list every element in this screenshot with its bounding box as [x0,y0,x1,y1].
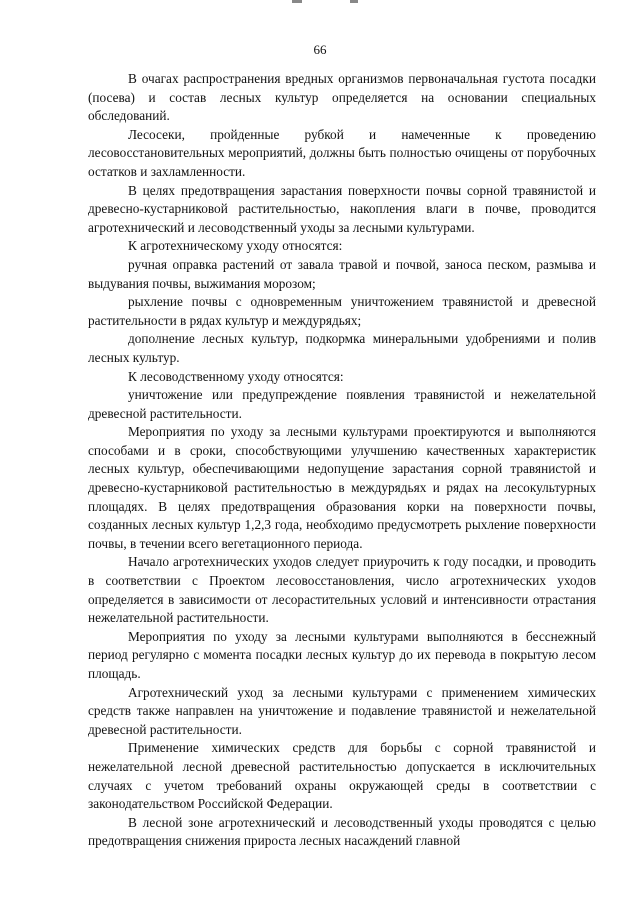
page-number: 66 [313,42,327,57]
paragraph: К агротехническому уходу относятся: [128,238,343,254]
scan-edge-mark [292,0,302,3]
paragraph: ручная оправка растений от завала травой и почвой, заноса песком, размыва и выдувания почвы, выжимания морозом; [88,256,596,291]
paragraph: дополнение лесных культур, подкормка минеральными удобрениями и полив лесных культур. [88,331,596,365]
paragraph: рыхление почвы с одновременным уничтожением травянистой и древесной растительности в рядах культур и междурядьях; [88,294,596,328]
paragraph: Применение химических средств для борьбы с сорной травянистой и нежелательной лесной древесной растительностью допускается в исключительных случаях с учетом требований охраны окружающей среды в соответствии с законодательством Российской Федерации. [88,740,596,812]
paragraph: Начало агротехнических уходов следует приурочить к году посадки, и проводить в соответствии с Проектом лесовосстановления, число агротехнических уходов определяется в зависимости от лесорастительных условий и интенсивности отрастания нежелательной растительности. [88,554,596,626]
paragraph: уничтожение или предупреждение появления травянистой и нежелательной древесной растительности. [88,387,596,421]
paragraph: Агротехнический уход за лесными культурами с применением химических средств также направлен на уничтожение и подавление травянистой и нежелательной древесной растительности. [88,684,596,737]
document-body [88,70,596,851]
paragraph: Мероприятия по уходу за лесными культурами выполняются в бесснежный период регулярно с момента посадки лесных культур до их перевода в покрытую лесом площадь. [88,628,596,681]
paragraph: Мероприятия по уходу за лесными культурами проектируются и выполняются способами и в сроки, способствующими улучшению качественных характеристик лесных культур, обеспечивающими недопущение зарастания сорной травянистой и древесно-кустарниковой растительностью в междурядьях и рядах на лесокультурных площадях. В целях предотвращения образования корки на поверхности почвы, созданных лесных культур 1,2,3 года, необходимо предусмотреть рыхление поверхности почвы, в течении всего вегетационного периода. [88,424,596,551]
paragraph: Лесосеки, пройденные рубкой и намеченные к проведению лесовосстановительных мероприятий, должны быть полностью очищены от порубочных остатков и захламленности. [88,126,596,179]
paragraph: В очагах распространения вредных организмов первоначальная густота посадки (посева) и состав лесных культур определяется на основании специальных обследований. [88,71,596,124]
paragraph: В лесной зоне агротехнический и лесоводственный уходы проводятся с целью предотвращения снижения прироста лесных насаждений главной [88,814,596,849]
scan-edge-mark [350,0,358,3]
paragraph: В целях предотвращения зарастания поверхности почвы сорной травянистой и древесно-кустарниковой растительностью, накопления влаги в почве, проводится агротехнический и лесоводственный уходы за лесными культурами. [88,182,596,235]
paragraph: К лесоводственному уходу относятся: [128,368,344,384]
